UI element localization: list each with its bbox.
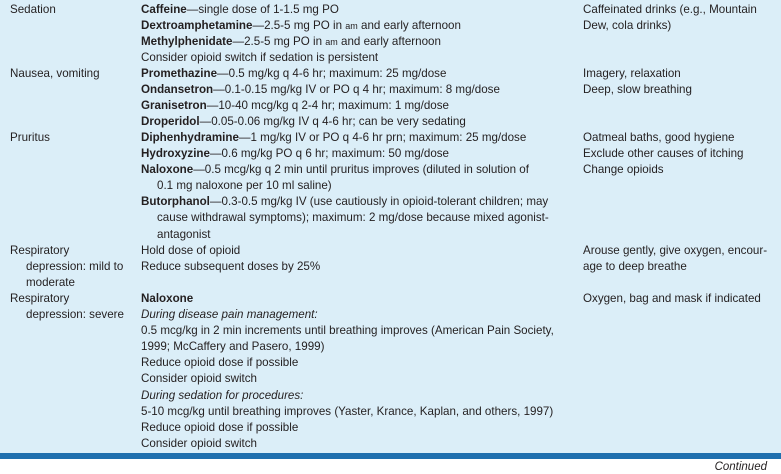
intervention-text: Reduce subsequent doses by 25% [141,260,321,274]
intervention-text: —2.5-5 mg PO in [232,35,326,49]
drug-name: Hydroxyzine [141,147,210,161]
intervention-text: —0.5 mcg/kg q 2 min until pruritus improves (diluted in solution of [193,163,529,177]
intervention-line [141,130,556,146]
intervention-text: 1999; McCaffery and Pasero, 1999) [141,340,325,354]
intervention-line [141,2,556,18]
side-effect-text: depression: severe [26,308,124,322]
intervention-text: Consider opioid switch [141,372,257,386]
intervention-line [141,114,556,130]
side-effect-cell [10,291,128,323]
intervention-subheading: During sedation for procedures: [141,388,304,402]
side-effect-cell [10,130,128,146]
side-effect-text: Pruritus [10,131,50,144]
intervention-text: and early afternoon [337,35,441,49]
intervention-line [141,146,556,162]
nonpharm-cell [583,243,781,275]
intervention-text: —0.5 mg/kg q 4-6 hr; maximum: 25 mg/dose [217,67,447,80]
intervention-cell [141,66,556,130]
nonpharm-text: Caffeinated drinks (e.g., Mountain [583,3,757,16]
table-bottom-rule [0,453,781,459]
intervention-line [141,82,556,98]
nonpharm-cell [583,130,781,178]
intervention-line [141,291,556,307]
intervention-text: 0.5 mcg/kg in 2 min increments until breathing improves (American Pain Society, [141,324,554,338]
side-effect-text: Sedation [10,3,56,16]
intervention-text: Consider opioid switch if sedation is persistent [141,51,379,65]
nonpharm-text: Oxygen, bag and mask if indicated [583,292,761,305]
intervention-line [141,339,556,355]
intervention-text: —0.1-0.15 mg/kg IV or PO q 4 hr; maximum: 8 mg/dose [213,83,500,97]
intervention-cell [141,291,556,452]
intervention-text: and early afternoon [357,19,461,33]
side-effect-cell [10,2,128,18]
intervention-text: —single dose of 1-1.5 mg PO [186,3,339,16]
nonpharm-cell [583,2,781,34]
time-of-day: am [325,37,338,48]
intervention-line [141,18,556,34]
nonpharm-text: Oatmeal baths, good hygiene [583,131,735,144]
intervention-line [141,243,556,259]
nonpharm-text: Arouse gently, give oxygen, encour- [583,244,768,257]
intervention-cell [141,243,556,275]
side-effect-text: Respiratory [10,244,70,257]
intervention-text: antagonist [157,227,211,241]
nonpharm-text: Dew, cola drinks) [583,19,672,33]
drug-name: Methylphenidate [141,35,233,49]
nonpharm-text: Exclude other causes of itching [583,147,744,161]
intervention-line [141,162,556,178]
side-effect-text: Nausea, vomiting [10,67,100,80]
drug-name: Promethazine [141,67,218,80]
nonpharm-text: Change opioids [583,163,664,177]
drug-name: Diphenhydramine [141,131,239,144]
intervention-line [141,323,556,339]
intervention-subheading: During disease pain management: [141,308,318,322]
intervention-text: —0.05-0.06 mg/kg IV q 4-6 hr; can be very sedating [199,115,466,129]
continued-label: Continued [714,461,767,473]
intervention-line [141,307,556,323]
nonpharm-text: age to deep breathe [583,260,687,274]
nonpharm-cell [583,291,781,307]
intervention-text: 5-10 mcg/kg until breathing improves (Yaster, Krance, Kaplan, and others, 1997) [141,404,554,418]
side-effect-text: depression: mild to [26,260,124,274]
intervention-line [141,50,556,66]
drug-name: Naloxone [141,292,194,305]
side-effect-cell [10,66,128,82]
intervention-line [141,194,556,210]
drug-name: Dextroamphetamine [141,19,253,33]
nonpharm-text: Deep, slow breathing [583,83,692,97]
intervention-text: cause withdrawal symptoms); maximum: 2 mg/dose because mixed agonist- [157,211,549,225]
intervention-line [141,388,556,404]
intervention-text: —0.6 mg/kg PO q 6 hr; maximum: 50 mg/dose [209,147,450,161]
intervention-line [141,371,556,387]
drug-name: Droperidol [141,115,200,129]
intervention-line [141,259,556,275]
drug-name: Caffeine [141,3,187,16]
time-of-day: am [345,21,358,32]
intervention-text: Consider opioid switch [141,436,257,450]
intervention-text: Reduce opioid dose if possible [141,420,299,434]
intervention-line [141,178,556,194]
intervention-line [141,98,556,114]
intervention-text: —2.5-5 mg PO in [252,19,346,33]
intervention-text: Reduce opioid dose if possible [141,356,299,370]
intervention-text: Hold dose of opioid [141,244,241,257]
drug-name: Granisetron [141,99,207,113]
intervention-line [141,420,556,436]
nonpharm-text: Imagery, relaxation [583,67,681,80]
intervention-text: 0.1 mg naloxone per 10 ml saline) [157,179,332,193]
intervention-line [141,34,556,50]
intervention-cell [141,130,556,243]
intervention-line [141,404,556,420]
intervention-line [141,66,556,82]
drug-name: Naloxone [141,163,194,177]
intervention-cell [141,2,556,66]
drug-name: Ondansetron [141,83,214,97]
intervention-line [141,227,556,243]
intervention-line [141,436,556,452]
intervention-line [141,355,556,371]
side-effect-text: Respiratory [10,292,70,305]
side-effect-text: moderate [26,276,75,290]
intervention-text: —1 mg/kg IV or PO q 4-6 hr prn; maximum: 25 mg/dose [238,131,527,144]
drug-name: Butorphanol [141,195,210,209]
intervention-text: —0.3-0.5 mg/kg IV (use cautiously in opioid-tolerant children; may [209,195,549,209]
intervention-text: —10-40 mcg/kg q 2-4 hr; maximum: 1 mg/dose [206,99,449,113]
nonpharm-cell [583,66,781,98]
intervention-line [141,210,556,226]
side-effect-cell [10,243,128,291]
